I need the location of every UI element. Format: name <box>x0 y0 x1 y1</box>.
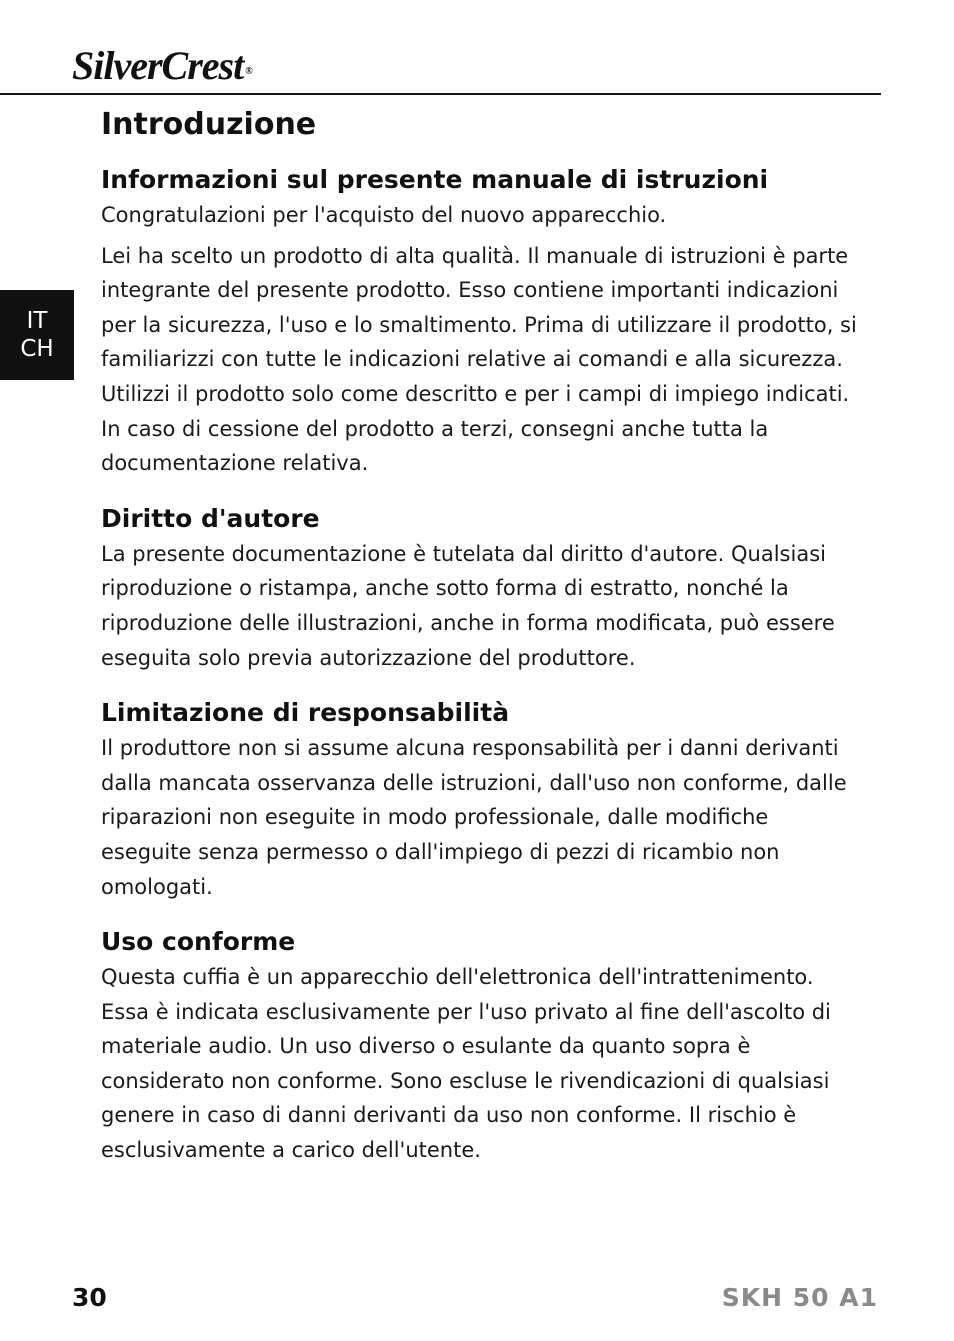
section-heading: Uso conforme <box>101 927 296 957</box>
page-content <box>101 100 861 1168</box>
section-paragraph: Questa cuffia è un apparecchio dell'elettronica dell'intrattenimento. Essa è indicata esclusivamente per l'uso privato al fine dell'ascolto di materiale audio. Un uso diverso o esulante da quanto sopra è considerato non conforme. Sono escluse le rivendicazioni di qualsiasi genere in caso di danni derivanti da uso non conforme. Il rischio è esclusivamente a carico dell'utente. <box>101 965 831 1163</box>
section-heading: Limitazione di responsabilità <box>101 698 510 728</box>
brand-name: SilverCrest <box>72 43 244 88</box>
section-liability <box>101 695 861 904</box>
section-paragraph: Congratulazioni per l'acquisto del nuovo apparecchio. <box>101 203 667 227</box>
section-heading: Diritto d'autore <box>101 503 320 533</box>
section-paragraph: Lei ha scelto un prodotto di alta qualità. Il manuale di istruzioni è parte integrante del presente prodotto. Esso contiene importanti indicazioni per la sicurezza, l'uso e lo smaltimento. Prima di utilizzare il prodotto, si familiarizzi con tutte le indicazioni relative ai comandi e alla sicurezza. Utilizzi il prodotto solo come descritto e per i campi di impiego indicati. In caso di cessione del prodotto a terzi, consegni anche tutta la documentazione relativa. <box>101 243 857 476</box>
model-number: SKH 50 A1 <box>721 1283 878 1312</box>
section-intended-use <box>101 924 861 1168</box>
section-heading: Informazioni sul presente manuale di istruzioni <box>101 165 769 194</box>
language-code-it: IT <box>26 308 48 334</box>
section-paragraph: La presente documentazione è tutelata dal diritto d'autore. Qualsiasi riproduzione o ristampa, anche sotto forma di estratto, nonché la riproduzione delle illustrazioni, anche in forma modificata, può essere eseguita solo previa autorizzazione del produttore. <box>101 541 835 670</box>
brand-logo <box>72 44 252 88</box>
section-paragraph: Il produttore non si assume alcuna responsabilità per i danni derivanti dalla mancata osservanza delle istruzioni, dall'uso non conforme, dalle riparazioni non eseguite in modo professionale, dalle modifiche eseguite senza permesso o dall'impiego di pezzi di ricambio non omologati. <box>101 736 847 899</box>
section-manual-info <box>101 162 861 481</box>
page-number: 30 <box>72 1283 107 1312</box>
page-title: Introduzione <box>101 107 317 142</box>
header-divider <box>0 93 881 95</box>
language-tab <box>0 290 74 380</box>
registered-mark: ® <box>245 66 252 77</box>
language-code-ch: CH <box>20 336 54 362</box>
section-copyright <box>101 501 861 675</box>
